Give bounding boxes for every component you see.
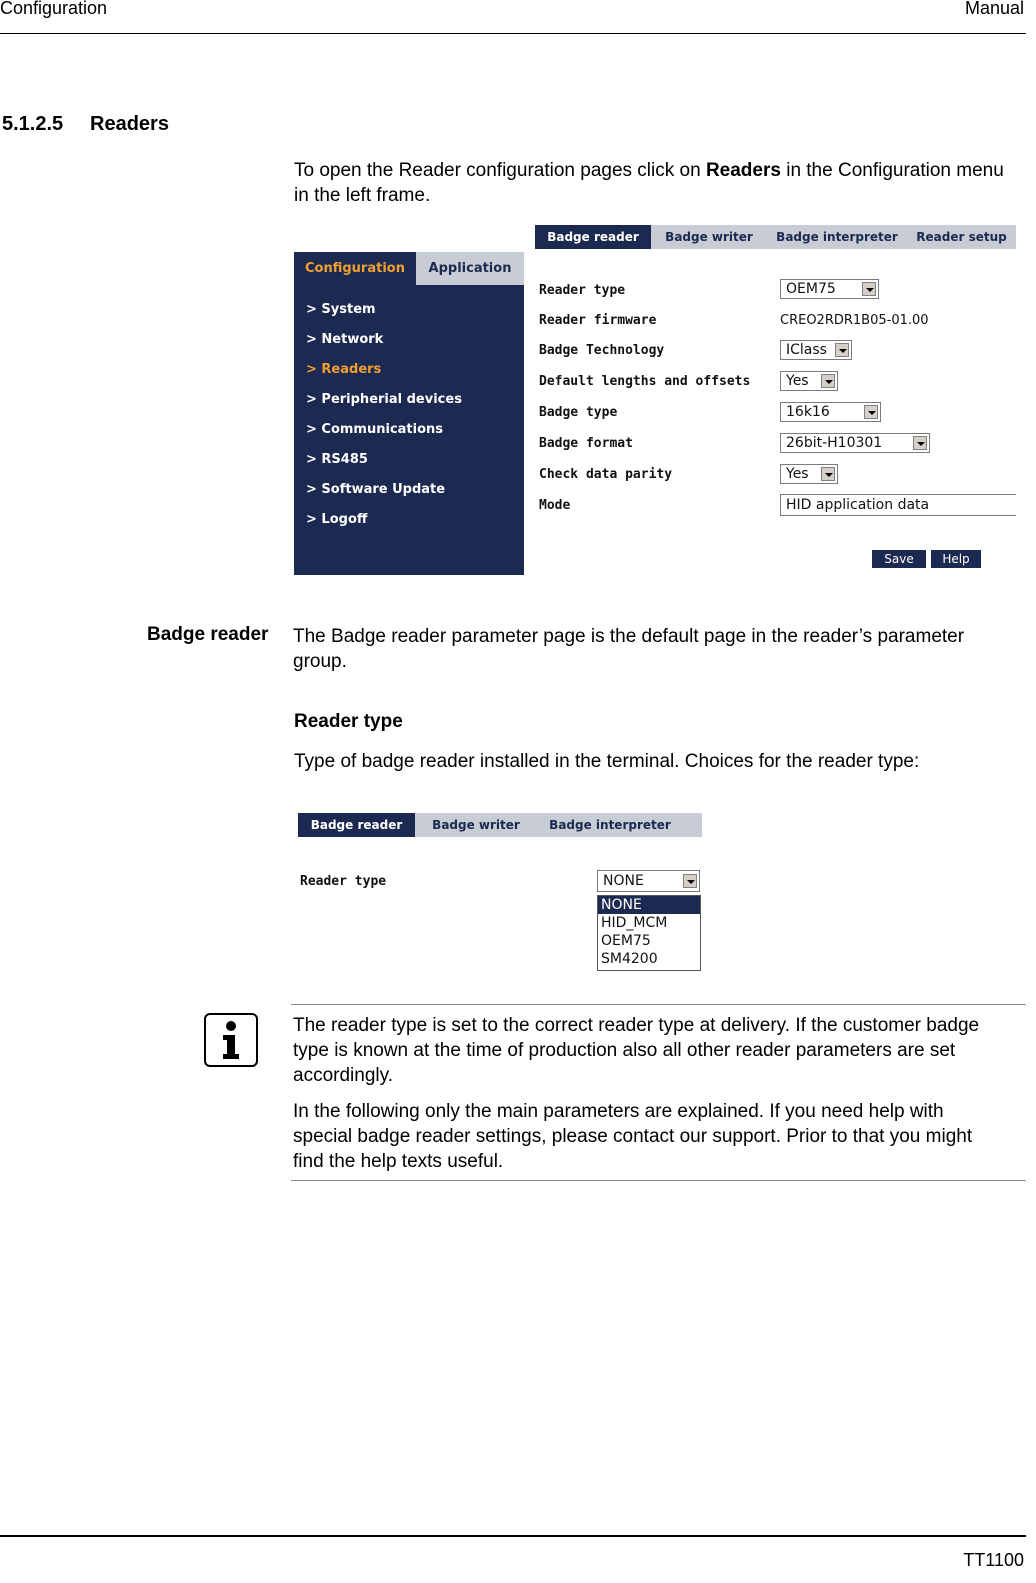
input-mode[interactable]: HID application data (780, 494, 1016, 516)
select-badge-type[interactable] (780, 402, 881, 422)
chevron-down-icon (683, 874, 697, 888)
menu-item-peripherial-devices[interactable]: > Peripherial devices (306, 392, 462, 407)
menu-item-system[interactable]: > System (306, 302, 376, 317)
menu-item-communications[interactable]: > Communications (306, 422, 444, 437)
label-reader-type: Reader type (539, 283, 626, 298)
note-top-rule (291, 1004, 1026, 1005)
option-oem75[interactable]: OEM75 (601, 933, 651, 949)
tab-reader-setup[interactable]: Reader setup (916, 230, 1007, 244)
reader-type-description: Type of badge reader installed in the terminal. Choices for the reader type: (294, 751, 920, 772)
tab-badge-writer[interactable]: Badge writer (432, 818, 520, 832)
select-default-lengths[interactable] (780, 371, 838, 391)
note-p2-line1: In the following only the main parameters are explained. If you need help with (293, 1101, 944, 1122)
reader-type-dropdown-list (597, 895, 701, 971)
note-p1-line2: type is known at the time of production also all other reader parameters are set (293, 1040, 956, 1061)
select-reader-type[interactable] (780, 279, 879, 299)
label-mode: Mode (539, 498, 571, 513)
tab-configuration[interactable]: Configuration (294, 252, 416, 285)
header-rule (0, 33, 1026, 34)
config-left-panel (294, 252, 524, 575)
tab-badge-writer[interactable]: Badge writer (665, 230, 753, 244)
info-icon (204, 1013, 258, 1067)
option-sm4200[interactable]: SM4200 (601, 951, 658, 967)
label-badge-format: Badge format (539, 436, 633, 451)
option-hid-mcm[interactable]: HID_MCM (601, 915, 668, 931)
select-badge-type-value: 16k16 (786, 404, 830, 420)
reader-tab-bar (535, 225, 1016, 249)
chevron-down-icon (835, 343, 849, 357)
select-default-lengths-value: Yes (786, 373, 809, 389)
tab-badge-interpreter[interactable]: Badge interpreter (549, 818, 671, 832)
chevron-down-icon (864, 405, 878, 419)
select-reader-type-value: OEM75 (786, 281, 836, 297)
badge-reader-line1: The Badge reader parameter page is the default page in the reader’s parameter (293, 626, 965, 647)
footer-right: TT1100 (963, 1550, 1024, 1570)
menu-item-logoff[interactable]: > Logoff (306, 512, 368, 527)
intro-pre: To open the Reader configuration pages click on (294, 160, 706, 181)
select-badge-technology[interactable] (780, 340, 852, 360)
tab-badge-interpreter[interactable]: Badge interpreter (776, 230, 898, 244)
tab-badge-reader[interactable]: Badge reader (298, 813, 415, 837)
chevron-down-icon (821, 467, 835, 481)
header-right: Manual (964, 0, 1024, 18)
label-badge-type: Badge type (539, 405, 618, 420)
footer-rule (0, 1535, 1026, 1537)
menu-item-rs485[interactable]: > RS485 (306, 452, 368, 467)
tab-badge-reader[interactable]: Badge reader (535, 225, 651, 249)
header-left: Configuration (0, 0, 108, 18)
reader-type-tab-bar (298, 813, 702, 837)
menu-item-readers[interactable]: > Readers (306, 362, 382, 377)
note-bottom-rule (291, 1180, 1026, 1181)
option-none[interactable]: NONE (598, 896, 700, 914)
label-reader-type: Reader type (300, 874, 387, 889)
help-button[interactable]: Help (931, 550, 981, 568)
tab-application[interactable]: Application (416, 252, 524, 285)
menu-item-network[interactable]: > Network (306, 332, 384, 347)
select-badge-technology-value: IClass (786, 342, 827, 358)
intro-post: in the Configuration menu (780, 160, 1004, 181)
note-p1-line3: accordingly. (293, 1065, 393, 1086)
badge-reader-line2: group. (293, 651, 347, 672)
select-reader-type[interactable] (597, 870, 700, 892)
value-reader-firmware: CREO2RDR1B05-01.00 (780, 313, 929, 328)
side-label-badge-reader: Badge reader (147, 624, 269, 645)
label-default-lengths: Default lengths and offsets (539, 374, 751, 389)
intro-bold: Readers (705, 160, 781, 181)
note-p2-line2: special badge reader settings, please contact our support. Prior to that you might (293, 1126, 973, 1147)
select-badge-format[interactable] (780, 433, 930, 453)
chevron-down-icon (821, 374, 835, 388)
label-badge-technology: Badge Technology (539, 343, 665, 358)
section-number: 5.1.2.5 (2, 113, 64, 135)
note-p1-line1: The reader type is set to the correct reader type at delivery. If the customer badge (293, 1015, 980, 1036)
select-reader-type-value: NONE (603, 873, 644, 889)
menu-item-software-update[interactable]: > Software Update (306, 482, 446, 497)
select-check-data-parity[interactable] (780, 464, 838, 484)
select-check-data-parity-value: Yes (786, 466, 809, 482)
reader-type-heading: Reader type (294, 711, 403, 732)
note-p2-line3: find the help texts useful. (293, 1151, 504, 1172)
intro-line1 (294, 158, 1029, 183)
label-reader-firmware: Reader firmware (539, 313, 657, 328)
chevron-down-icon (862, 282, 876, 296)
section-title: Readers (90, 113, 169, 135)
save-button[interactable]: Save (872, 550, 926, 568)
intro-line2: in the left frame. (294, 185, 431, 206)
label-check-data-parity: Check data parity (539, 467, 673, 482)
chevron-down-icon (913, 436, 927, 450)
select-badge-format-value: 26bit-H10301 (786, 435, 883, 451)
